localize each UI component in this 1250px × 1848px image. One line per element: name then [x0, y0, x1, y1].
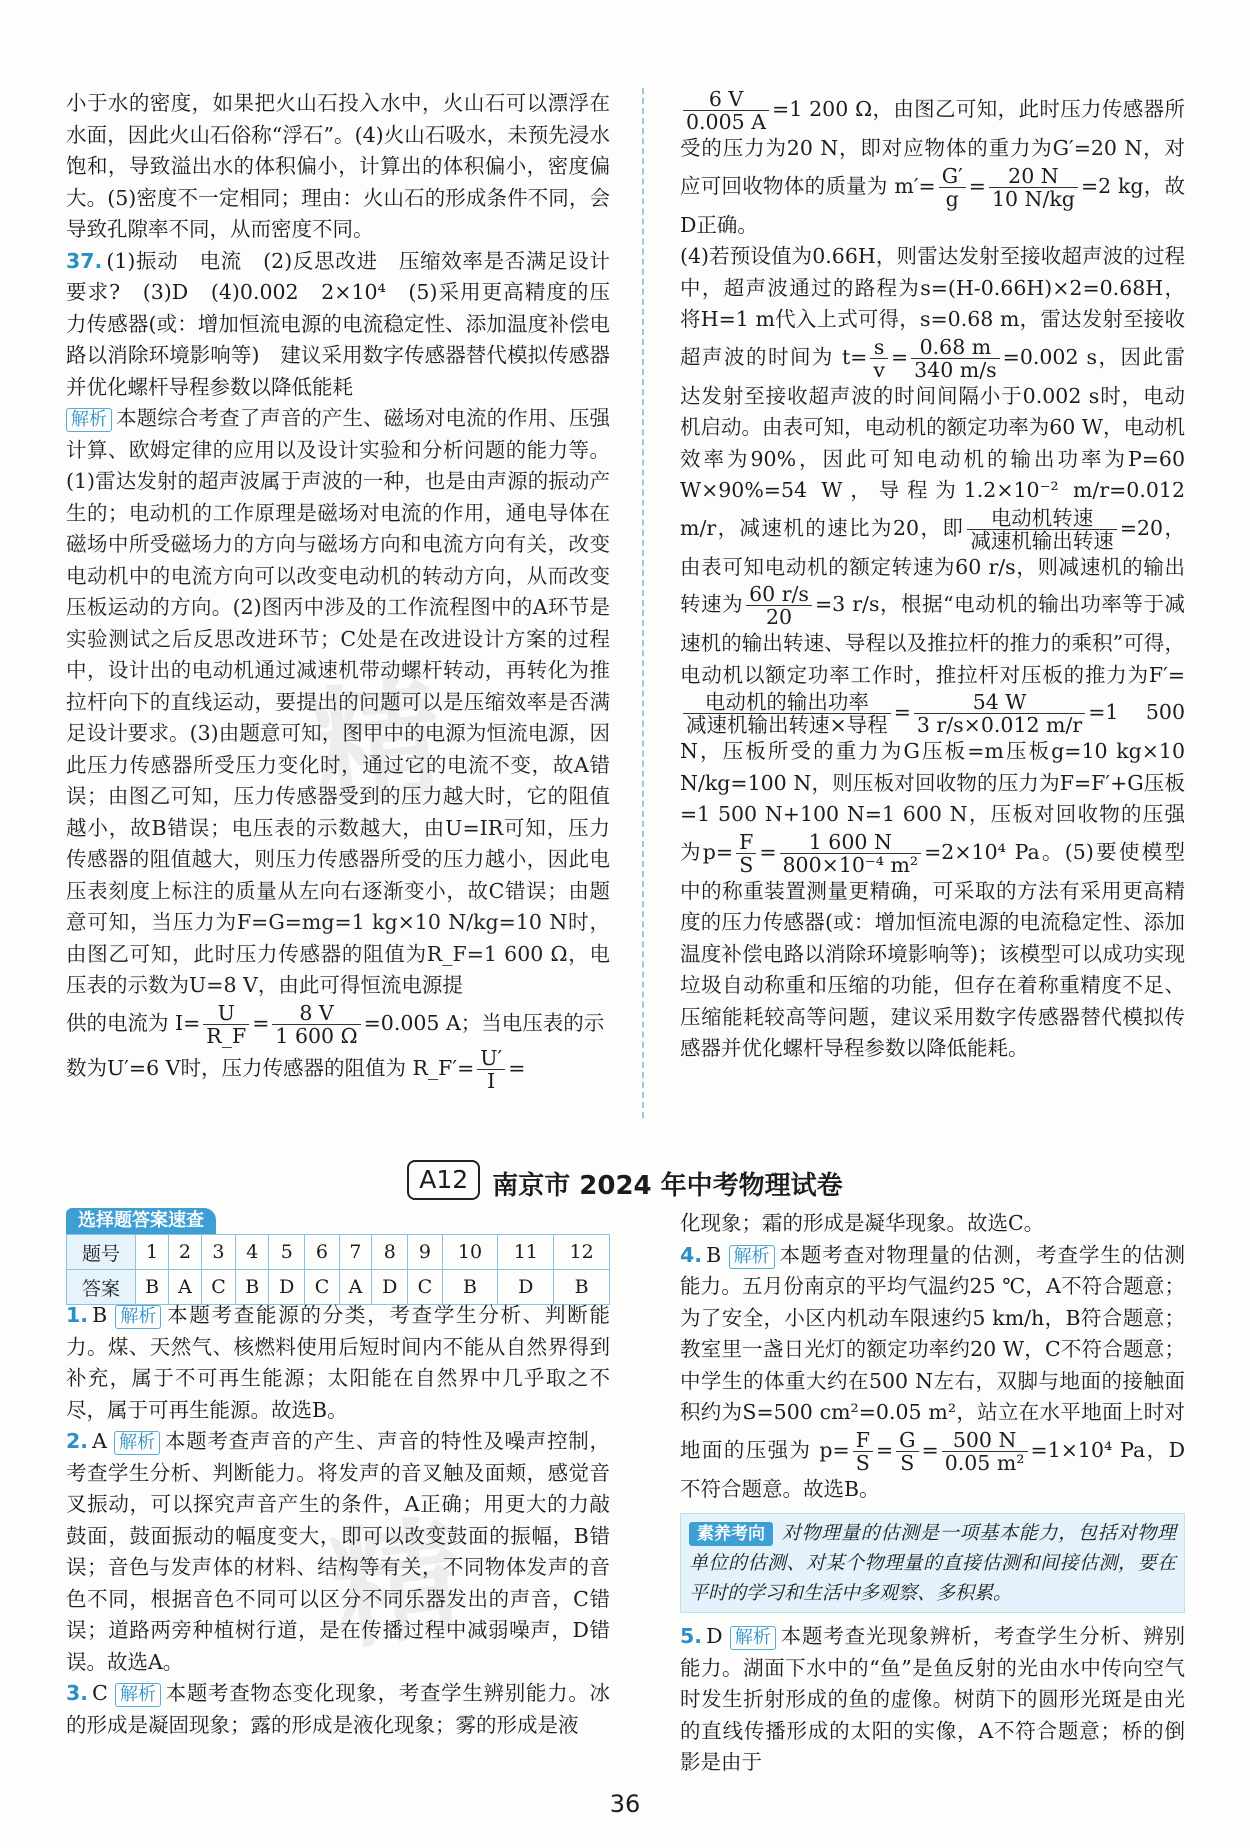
watermark-top: 精	[301, 658, 462, 829]
question-number-cell: 10	[442, 1235, 498, 1270]
analysis-tag: 解析	[66, 408, 112, 432]
answer-cell: A	[169, 1270, 202, 1305]
question-number-cell: 3	[201, 1235, 235, 1270]
fraction: $\frac{1 600 N}{\text{800×10⁻⁴ m²}}$	[780, 831, 922, 876]
column-divider	[642, 88, 644, 1118]
answer-cell: A	[339, 1270, 372, 1305]
question-number-cell: 2	[169, 1235, 202, 1270]
answer-cell: B	[554, 1270, 610, 1305]
question-row	[67, 1235, 610, 1270]
answer-cell: C	[408, 1270, 442, 1305]
paper-badge: A12	[407, 1160, 480, 1200]
question-number-cell: 8	[372, 1235, 408, 1270]
question-number-cell: 12	[554, 1235, 610, 1270]
fraction: $\frac{\text{电动机转速}}{\text{减速机输出转速}}$	[967, 507, 1117, 552]
row-header: 题号	[67, 1235, 136, 1270]
question-number-cell: 9	[408, 1235, 442, 1270]
fraction: $\frac{500 N}{\text{0.05 m²}}$	[942, 1429, 1028, 1474]
question-number-cell: 4	[236, 1235, 269, 1270]
fraction: $\frac{\text{电动机的输出功率}}{\text{减速机输出转速×导程}}$	[683, 691, 891, 736]
top-right-column	[680, 88, 1185, 1065]
answer-cell: B	[442, 1270, 498, 1305]
fraction: $\frac{U'}{I}$	[477, 1047, 505, 1092]
callout-text: 对物理量的估测是一项基本能力，包括对物理单位的估测、对某个物理量的直接估测和间接估测，要在平时的学习和生活中多观察、多积累。	[689, 1522, 1176, 1604]
answer-cell: D	[372, 1270, 408, 1305]
q37-analysis-cont-1: $\frac{6 V}{0.005 A}$ =1 200 Ω，由图乙可知，此时压力传感器所受的压力为20 N，即对应物体的重力为G′=20 N，对应可回收物体的质量为 m′= $\frac{G'}{g}$ = $\frac{20 N}{10 N/kg}$ =2 kg，故D正确。	[680, 87, 1186, 237]
fraction: $\frac{8 V}{1 600 \Omega}$	[272, 1002, 360, 1047]
q37-answer	[66, 246, 610, 404]
answer-cell: D	[498, 1270, 554, 1305]
analysis-tag: 解析	[729, 1245, 775, 1269]
fraction: $\frac{G'}{g}$	[939, 165, 966, 210]
q36-continuation: 小于水的密度，如果把火山石投入水中，火山石可以漂浮在水面，因此火山石俗称“浮石”。(4)火山石吸水，未预先浸水饱和，导致溢出水的体积偏小，计算出的体积偏小，密度偏大。(5)密度不一定相同；理由：火山石的形成条件不同，会导致孔隙率不同，从而密度不同。	[66, 91, 610, 241]
answer-cell: D	[269, 1270, 305, 1305]
fraction: $\frac{54 W}{3 r/s\times 0.012 m/r}$	[914, 691, 1085, 736]
fraction: $\frac{60 r/s}{20}$	[746, 583, 812, 628]
answer-cell: B	[136, 1270, 169, 1305]
paper-title: 南京市 2024 年中考物理试卷	[492, 1171, 843, 1201]
question-number-cell: 7	[339, 1235, 372, 1270]
section-header	[0, 1160, 1250, 1202]
fraction: $\frac{0.68 m}{340 m/s}$	[911, 336, 1000, 381]
q37-number: 37.	[66, 248, 103, 273]
analysis-tag: 解析	[115, 1305, 161, 1329]
q3-item: 3. C 解析 本题考查物态变化现象，考查学生辨别能力。冰的形成是凝固现象；露的形成是液化现象；雾的形成是液	[66, 1681, 610, 1737]
analysis-tag: 解析	[115, 1683, 161, 1707]
answer-key-label: 选择题答案速查	[66, 1208, 216, 1234]
callout-label: 素养考向	[689, 1522, 773, 1546]
bottom-left-column	[66, 1300, 610, 1741]
q1-item: 1. B 解析 本题考查能源的分类，考查学生分析、判断能力。煤、天然气、核燃料使用后短时间内不能从自然界得到补充，属于不可再生能源；太阳能在自然界中几乎取之不尽，属于可再生能源。故选B。	[66, 1303, 610, 1422]
q37-analysis-cont-2: (4)若预设值为0.66H，则雷达发射至接收超声波的过程中，超声波通过的路程为s=(H-0.66H)×2=0.68H，将H=1 m代入上式可得，s=0.68 m，雷达发射至接收超声波的时间为 t= $\frac{s}{v}$ = $\frac{0.68 m}{340 m/s}$ =0.002 s，因此雷达发射至接收超声波的时间间隔小于0.002 s时，电动机启动。由表可知，电动机的额定功率为60 W，电动机效率为90%，因此可知电动机的输出功率为P=60 W×90%=54 W，导程为1.2×10⁻² m/r=0.012 m/r，减速机的速比为20，即 $\frac{\text{电动机转速}}{\text{减速机输出转速}}$ =20，由表可知电动机的额定转速为60 r/s，则减速机的输出转速为 $\frac{60 r/s}{20}$ =3 r/s，根据“电动机的输出功率等于减速机的输出转速、导程以及推拉杆的推力的乘积”可得，电动机以额定功率工作时，推拉杆对压板的推力为F′= $\frac{\text{电动机的输出功率}}{\text{减速机输出转速×导程}}$ = $\frac{54 W}{3 r/s\times 0.012 m/r}$ =1 500 N，压板所受的重力为G压板=m压板g=10 kg×10 N/kg=100 N，则压板对回收物的压力为F=F′+G压板=1 500 N+100 N=1 600 N，压板对回收物的压强为p= $\frac{F}{S}$ = $\frac{1 600 N}{\text{800×10⁻⁴ m²}}$ =2×10⁴ Pa。(5)要使模型中的称重装置测量更精确，可采取的方法有采用更高精度的压力传感器(或：增加恒流电源的电流稳定性、添加温度补偿电路以消除环境影响等)；该模型可以成功实现垃圾自动称重和压缩的功能，但存在着称重精度不足、压缩能耗较高等问题，建议采用数字传感器替代模拟传感器并优化螺杆导程参数以降低能耗。	[680, 244, 1186, 1060]
question-number-cell: 5	[269, 1235, 305, 1270]
analysis-tag: 解析	[730, 1626, 776, 1650]
fraction: $\frac{F}{S}$	[736, 831, 756, 876]
bottom-right-column	[680, 1208, 1185, 1779]
page-number: 36	[609, 1790, 641, 1818]
answer-cell: C	[305, 1270, 339, 1305]
watermark-bottom: 精	[321, 1498, 482, 1669]
fraction: $\frac{F}{S}$	[853, 1429, 873, 1474]
answer-key-table	[66, 1234, 610, 1305]
question-number-cell: 11	[498, 1235, 554, 1270]
q37-current-line: 供的电流为 I= $\frac{U}{R\_F}$ = $\frac{8 V}{1 600 \Omega}$ =0.005 A；当电压表的示	[66, 1000, 605, 1048]
q3-continuation: 化现象；霜的形成是凝华现象。故选C。	[680, 1211, 1045, 1235]
q37-analysis-text: 本题综合考查了声音的产生、磁场对电流的作用、压强计算、欧姆定律的应用以及设计实验和分析问题的能力等。(1)雷达发射的超声波属于声波的一种，也是由声源的振动产生的；电动机的工作原理是磁场对电流的作用，通电导体在磁场中所受磁场力的方向与磁场方向和电流方向有关，改变电动机中的电流方向可以改变电动机的转动方向，从而改变压板运动的方向。(2)图丙中涉及的工作流程图中的A环节是实验测试之后反思改进环节；C处是在改进设计方案的过程中，设计出的电动机通过减速机带动螺杆转动，再转化为推拉杆向下的直线运动，要提出的问题可以是压缩效率是否满足设计要求。(3)由题意可知，图甲中的电源为恒流电源，因此压力传感器所受压力变化时，通过它的电流不变，故A错误；由图乙可知，压力传感器受到的压力越大时，它的阻值越小，故B错误；电压表的示数越大，由U=IR可知，压力传感器的阻值越大，则压力传感器所受的压力越小，因此电压表刻度上标注的质量从左向右逐渐变小，故C错误；由题意可知，当压力为F=G=mg=1 kg×10 N/kg=10 N时，由图乙可知，此时压力传感器的阻值为R_F=1 600 Ω，电压表的示数为U=8 V，由此可得恒流电源提	[66, 406, 610, 997]
fraction: $\frac{20 N}{10 N/kg}$	[989, 165, 1078, 210]
q37-resistance-line: 数为U′=6 V时，压力传感器的阻值为 R_F′= $\frac{U'}{I}$ =	[66, 1045, 526, 1093]
question-number-cell: 1	[136, 1235, 169, 1270]
literacy-callout	[680, 1513, 1185, 1613]
fraction: $\frac{U}{R\_F}$	[203, 1002, 249, 1047]
fraction: $\frac{G}{S}$	[896, 1429, 918, 1474]
answer-cell: C	[201, 1270, 235, 1305]
q37-analysis	[66, 403, 610, 1002]
answer-key	[66, 1208, 610, 1305]
q37-answer-text: (1)振动 电流 (2)反思改进 压缩效率是否满足设计要求? (3)D (4)0.002 2×10⁴ (5)采用更高精度的压力传感器(或：增加恒流电源的电流稳定性、添加温度补偿电路以消除环境影响等) 建议采用数字传感器替代模拟传感器并优化螺杆导程参数以降低能耗	[66, 248, 610, 399]
question-number-cell: 6	[305, 1235, 339, 1270]
fraction: $\frac{s}{v}$	[870, 336, 888, 381]
top-left-column	[66, 88, 610, 1092]
q2-item: 2. A 解析 本题考查声音的产生、声音的特性及噪声控制，考查学生分析、判断能力。将发声的音叉触及面颊，感觉音叉振动，可以探究声音产生的条件，A正确；用更大的力敲鼓面，鼓面振动的幅度变大，即可以改变鼓面的振幅，B错误；音色与发声体的材料、结构等有关，不同物体发声的音色不同，根据音色不同可以区分不同乐器发出的声音，C错误；道路两旁种植树行道，是在传播过程中减弱噪声，D错误。故选A。	[66, 1429, 610, 1674]
q5-item: 5. D 解析 本题考查光现象辨析，考查学生分析、辨别能力。湖面下水中的“鱼”是鱼反射的光由水中传向空气时发生折射形成的鱼的虚像。树荫下的圆形光斑是由光的直线传播形成的太阳的实像，A不符合题意；桥的倒影是由于	[680, 1624, 1185, 1774]
q4-item: 4. B 解析 本题考查对物理量的估测，考查学生的估测能力。五月份南京的平均气温约25 ℃，A不符合题意；为了安全，小区内机动车限速约5 km/h，B符合题意；教室里一盏日光灯的额定功率约20 W，C不符合题意；中学生的体重大约在500 N左右，双脚与地面的接触面积约为S=500 cm²=0.05 m²，站立在水平地面上时对地面的压强为 p= $\frac{F}{S}$ = $\frac{G}{S}$ = $\frac{500 N}{\text{0.05 m²}}$ =1×10⁴ Pa，D不符合题意。故选B。	[680, 1242, 1186, 1501]
row-header: 答案	[67, 1270, 136, 1305]
answer-cell: B	[236, 1270, 269, 1305]
analysis-tag: 解析	[114, 1431, 160, 1455]
fraction: $\frac{6 V}{0.005 A}$	[683, 88, 769, 133]
